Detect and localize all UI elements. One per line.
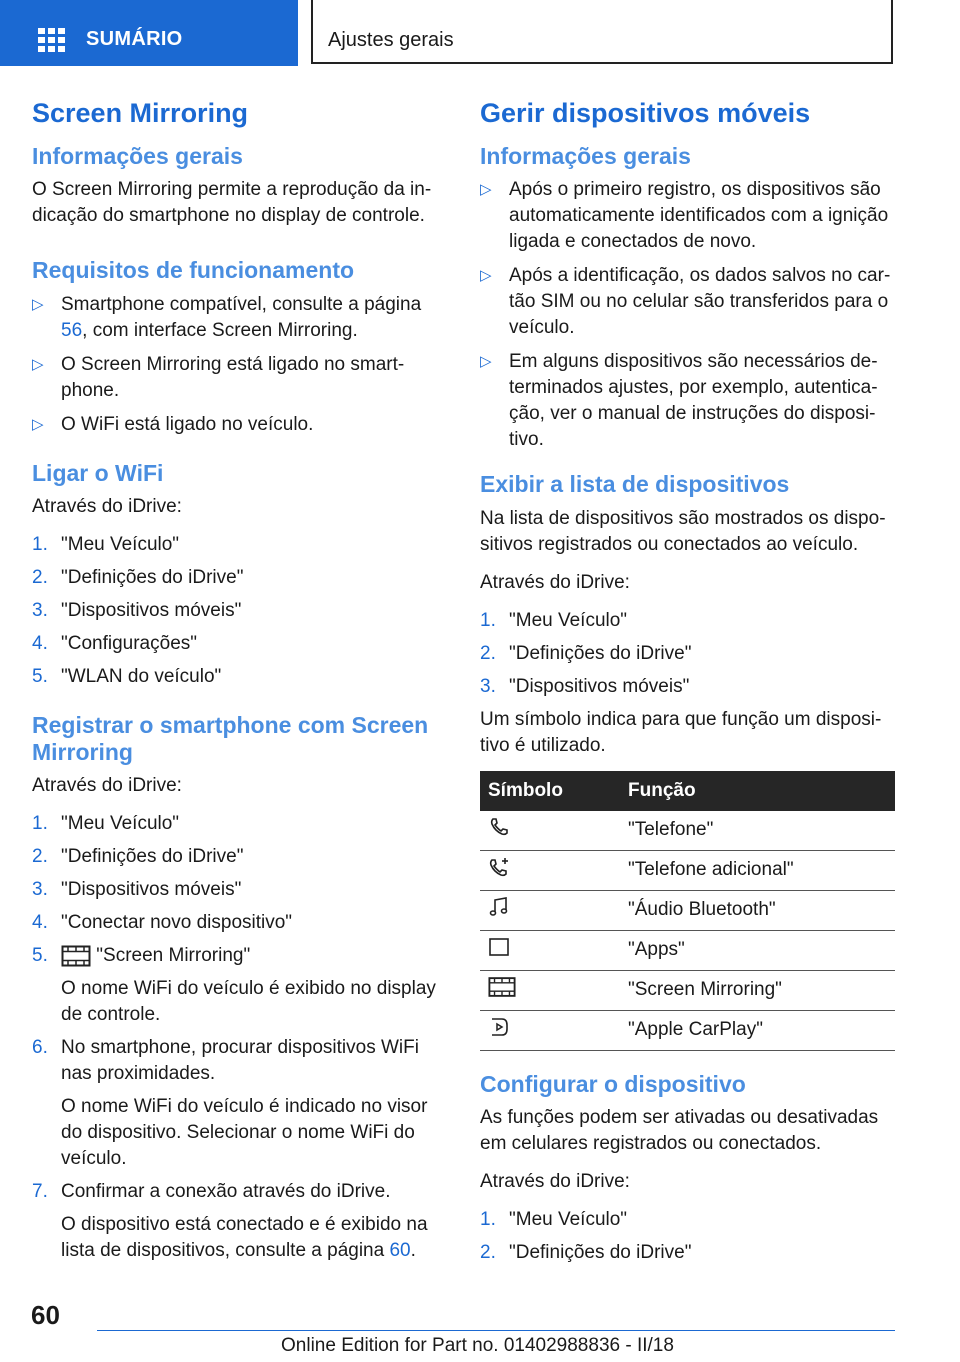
device-list-text: Na lista de dispositivos são mostrados os dispo-sitivos registrados ou conectados ao veículo. bbox=[480, 507, 886, 555]
configure-steps bbox=[480, 1207, 895, 1266]
triangle-bullet-icon: ▷ bbox=[32, 295, 44, 313]
list-item: ▷ Após o primeiro registro, os dispositivos são automaticamente identificados com a ignição ligada e conectados de novo. bbox=[480, 179, 889, 253]
list-item: 3. "Dispositivos móveis" bbox=[480, 675, 690, 697]
wifi-steps bbox=[32, 532, 444, 690]
configure-intro: Através do iDrive: bbox=[480, 1171, 630, 1193]
list-item: 5. "Screen Mirroring" O nome WiFi do veículo é exibido no display de controle. bbox=[32, 945, 436, 1026]
list-item: 2. "Definições do iDrive" bbox=[32, 846, 244, 868]
info-heading: Informações gerais bbox=[480, 143, 691, 170]
table-row: "Screen Mirroring" bbox=[480, 970, 895, 1010]
section-title: Ajustes gerais bbox=[328, 29, 454, 51]
sumario-button[interactable] bbox=[0, 0, 298, 66]
list-item: 7. Confirmar a conexão através do iDrive. O dispositivo está conectado e é exibido na lista de dispositivos, consulte a página 60. bbox=[32, 1181, 428, 1262]
sumario-label: SUMÁRIO bbox=[86, 28, 183, 50]
configure-heading: Configurar o dispositivo bbox=[480, 1070, 746, 1097]
wifi-heading: Ligar o WiFi bbox=[32, 459, 164, 486]
register-heading: Registrar o smartphone com Screen Mirroring bbox=[32, 712, 429, 765]
triangle-bullet-icon: ▷ bbox=[480, 181, 492, 199]
list-item: 6. No smartphone, procurar dispositivos WiFi nas proximidades. O nome WiFi do veículo é indicado no visor do dispositivo. Selecionar o nome WiFi do veículo. bbox=[32, 1037, 428, 1170]
list-item: 1. "Meu Veículo" bbox=[32, 813, 180, 835]
list-item: ▷ O Screen Mirroring está ligado no smart-phone. bbox=[32, 353, 405, 401]
header-function: Função bbox=[620, 771, 895, 811]
device-list-intro: Através do iDrive: bbox=[480, 571, 630, 593]
table-row: "Telefone" bbox=[480, 811, 895, 851]
page-link[interactable]: 60 bbox=[389, 1240, 411, 1262]
info-text: O Screen Mirroring permite a reprodução da in-dicação do smartphone no display de controle. bbox=[32, 179, 432, 227]
carplay-icon bbox=[488, 1016, 510, 1038]
register-steps bbox=[32, 811, 444, 1264]
info-list bbox=[480, 177, 895, 453]
list-item: 1. "Meu Veículo" bbox=[32, 534, 180, 556]
device-list-heading: Exibir a lista de dispositivos bbox=[480, 471, 790, 498]
table-row: "Apple CarPlay" bbox=[480, 1010, 895, 1050]
left-column bbox=[32, 98, 444, 1276]
table-row: "Áudio Bluetooth" bbox=[480, 890, 895, 930]
additional-phone-icon bbox=[488, 856, 510, 878]
screen-mirroring-icon bbox=[488, 976, 516, 998]
footer-divider bbox=[97, 1330, 895, 1331]
device-list-steps bbox=[480, 608, 895, 700]
info-heading: Informações gerais bbox=[32, 143, 243, 170]
triangle-bullet-icon: ▷ bbox=[480, 267, 492, 285]
triangle-bullet-icon: ▷ bbox=[480, 353, 492, 371]
list-item: ▷ O WiFi está ligado no veículo. bbox=[32, 412, 444, 438]
list-item: 5. "WLAN do veículo" bbox=[32, 666, 222, 688]
triangle-bullet-icon: ▷ bbox=[32, 415, 44, 433]
configure-text: As funções podem ser ativadas ou desativadas em celulares registrados ou conectados. bbox=[480, 1107, 879, 1155]
triangle-bullet-icon: ▷ bbox=[32, 355, 44, 373]
list-item: ▷ Em alguns dispositivos são necessários de-terminados ajustes, por exemplo, autentica-ção, ver o manual de instruções do disposi-tivo. bbox=[480, 351, 878, 451]
top-bar bbox=[0, 0, 960, 66]
list-item: 4. "Conectar novo dispositivo" bbox=[32, 912, 293, 934]
table-row: "Apps" bbox=[480, 930, 895, 970]
grid-menu-icon bbox=[38, 28, 66, 52]
right-column bbox=[480, 98, 895, 1278]
music-note-icon bbox=[488, 896, 510, 918]
screen-mirroring-title: Screen Mirroring bbox=[32, 98, 249, 128]
requirements-list bbox=[32, 292, 444, 438]
phone-icon bbox=[488, 816, 510, 838]
apps-icon bbox=[488, 936, 510, 958]
page-number: 60 bbox=[31, 1300, 60, 1330]
list-item: 3. "Dispositivos móveis" bbox=[32, 600, 242, 622]
screen-mirroring-icon bbox=[61, 945, 91, 967]
list-item: 2. "Definições do iDrive" bbox=[32, 567, 244, 589]
table-header-row bbox=[480, 771, 895, 811]
list-item: ▷ Após a identificação, os dados salvos no car-tão SIM ou no celular são transferidos para o veículo. bbox=[480, 265, 891, 339]
symbol-table bbox=[480, 771, 895, 1051]
requirements-heading: Requisitos de funcionamento bbox=[32, 257, 355, 284]
edition-footer: Online Edition for Part no. 01402988836 - II/18 bbox=[281, 1335, 674, 1356]
list-item: ▷ Smartphone compatível, consulte a página 56, com interface Screen Mirroring. bbox=[32, 293, 422, 341]
list-item: 3. "Dispositivos móveis" bbox=[32, 879, 242, 901]
section-tab bbox=[311, 0, 893, 64]
wifi-intro: Através do iDrive: bbox=[32, 496, 182, 518]
list-item: 2. "Definições do iDrive" bbox=[480, 1242, 692, 1264]
list-item: 1. "Meu Veículo" bbox=[480, 1209, 628, 1231]
list-item: 4. "Configurações" bbox=[32, 633, 198, 655]
mobile-devices-title: Gerir dispositivos móveis bbox=[480, 98, 811, 128]
register-intro: Através do iDrive: bbox=[32, 775, 182, 797]
header-symbol: Símbolo bbox=[480, 771, 620, 811]
list-item: 1. "Meu Veículo" bbox=[480, 609, 628, 631]
list-item: 2. "Definições do iDrive" bbox=[480, 642, 692, 664]
page-link[interactable]: 56 bbox=[61, 319, 83, 341]
table-row: "Telefone adicional" bbox=[480, 850, 895, 890]
symbol-text: Um símbolo indica para que função um disposi-tivo é utilizado. bbox=[480, 708, 882, 756]
